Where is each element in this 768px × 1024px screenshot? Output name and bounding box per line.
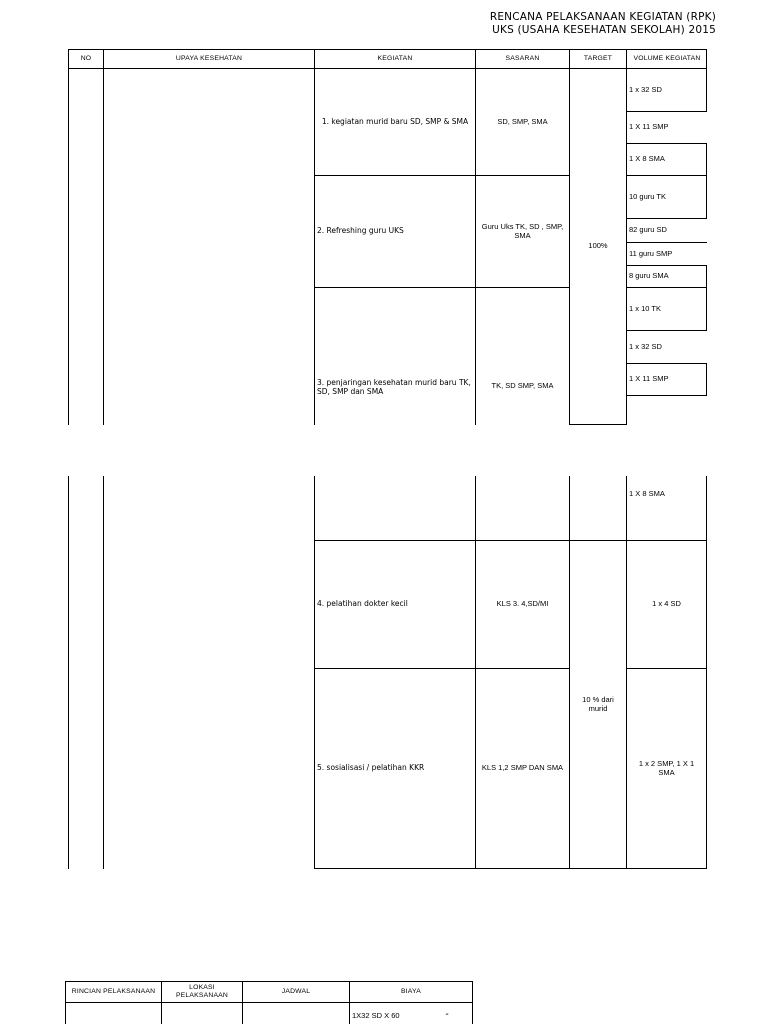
col-line <box>68 476 69 869</box>
col-line <box>68 49 69 425</box>
sasaran-3: TK, SD SMP, SMA <box>491 381 554 390</box>
document-subtitle: UKS (USAHA KESEHATAN SEKOLAH) 2015 <box>492 24 716 36</box>
col-line <box>706 363 707 396</box>
volume-item: 1 X 8 SMA <box>629 154 665 164</box>
volume-item: 1 x 32 SD <box>629 84 662 94</box>
kegiatan-2: 2. Refreshing guru UKS <box>317 226 404 236</box>
col-line <box>161 981 162 1024</box>
header-sasaran: SASARAN <box>505 54 540 62</box>
header-lokasi-pelaksanaan: LOKASI PELAKSANAAN <box>175 983 229 999</box>
sasaran-4: KLS 3. 4,SD/MI <box>496 599 549 609</box>
volume-item: 1 X 8 SMA <box>629 488 665 498</box>
col-line <box>103 476 104 869</box>
target-bottom <box>569 424 627 425</box>
kegiatan-3: 3. penjaringan kesehatan murid baru TK, SD, SMP dan SMA <box>317 378 471 396</box>
volume-item: 1 x 4 SD <box>652 599 681 609</box>
header-no: NO <box>80 54 92 62</box>
col-line <box>706 175 707 219</box>
header-kegiatan: KEGIATAN <box>377 54 413 62</box>
kegiatan-5: 5. sosialisasi / pelatihan KKR <box>317 763 425 773</box>
target-value: 100% <box>588 241 608 251</box>
col-line <box>706 476 707 869</box>
col-line <box>472 981 473 1024</box>
header-biaya: BIAYA <box>400 987 421 995</box>
volume-item: 1 X 11 SMP <box>629 122 669 132</box>
volume-item: 1 X 11 SMP <box>629 374 669 384</box>
col-line <box>626 476 627 869</box>
sasaran-1: SD, SMP, SMA <box>497 116 548 126</box>
col-line <box>706 265 707 288</box>
header-upaya-kesehatan: UPAYA KESEHATAN <box>175 54 243 62</box>
target-value: 10 % dari murid <box>582 695 614 713</box>
sasaran-5: KLS 1,2 SMP DAN SMA <box>481 763 564 773</box>
volume-item: 1 x 10 TK <box>629 303 661 313</box>
header-rincian-pelaksanaan: RINCIAN PELAKSANAAN <box>71 987 156 995</box>
col-line <box>706 287 707 331</box>
biaya-dash: - <box>445 1008 449 1020</box>
col-line <box>569 476 570 869</box>
header-target: TARGET <box>583 54 613 62</box>
header-volume-kegiatan: VOLUME KEGIATAN <box>633 54 701 62</box>
col-line <box>706 143 707 176</box>
document-title: RENCANA PELAKSANAAN KEGIATAN (RPK) <box>489 11 716 23</box>
sasaran-2: Guru Uks TK, SD , SMP, SMA <box>481 222 564 240</box>
col-line <box>103 49 104 425</box>
header-row-divider <box>65 1002 473 1003</box>
volume-item: 8 guru SMA <box>629 271 669 281</box>
table-border-bottom <box>314 868 707 869</box>
biaya-item: 1X32 SD X 60 <box>352 1010 400 1020</box>
kegiatan-1: 1. kegiatan murid baru SD, SMP & SMA <box>321 116 469 126</box>
volume-divider <box>626 395 707 396</box>
header-jadwal: JADWAL <box>281 987 311 995</box>
volume-item: 1 x 2 SMP, 1 X 1 SMA <box>638 759 695 777</box>
volume-item: 1 x 32 SD <box>629 341 662 351</box>
kegiatan-4: 4. pelatihan dokter kecil <box>317 599 408 609</box>
volume-item: 82 guru SD <box>629 225 667 235</box>
volume-item: 11 guru SMP <box>629 248 673 258</box>
volume-item: 10 guru TK <box>629 191 666 201</box>
